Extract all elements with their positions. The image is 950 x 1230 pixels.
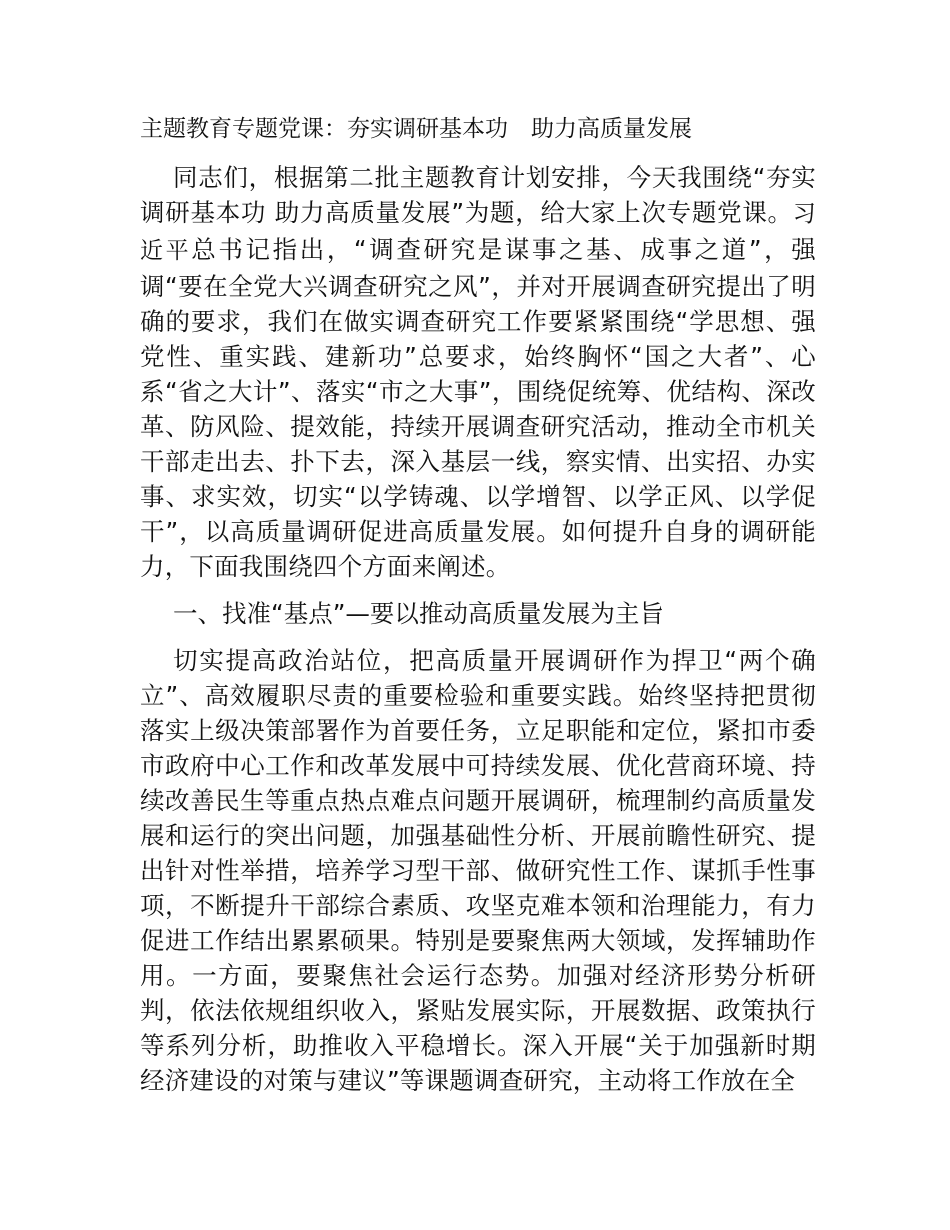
intro-paragraph-text-2: 总书记指出，“调查研究是谋事之基、成事之道”，强调“要在全党大兴调查研究之风”，并对开展调查研究提出了明确的要求，我们在做实调查研究工作要紧紧围绕“学思想、强党性、重实践、建新功”总要求，始终胸怀“国之大者”、心系“省之大计”、落实“市之大事”，围绕促统筹、优结构、深改革、防风险、提效能，持续开展调查研究活动，推动全市机关干部走出去、扑下去，深入基层一线，察实情、出实招、办实事、求实效，切实“以学铸魂、以学增智、以学正风、以学促干”，以高质量调研促进高质量发展。如何提升自身的调研能力，下面我围绕四个方面来阐述。	[140, 235, 816, 581]
section-heading-1: 一、找准“基点”—要以推动高质量发展为主旨	[173, 599, 664, 628]
section-1-paragraph: 切实提高政治站位，把高质量开展调研作为捍卫“两个确立”、高效履职尽责的重要检验和重要实践。始终坚持把贯彻落实上级决策部署作为首要任务，立足职能和定位，紧扣市委市政府中心工作和改革发展中可持续发展、优化营商环境、持续改善民生等重点热点难点问题开展调研，梳理制约高质量发展和运行的突出问题，加强基础性分析、开展前瞻性研究、提出针对性举措，培养学习型干部、做研究性工作、谋抓手性事项，不断提升干部综合素质、攻坚克难本领和治理能力，有力促进工作结出累累硕果。特别是要聚焦两大领域，发挥辅助作用。一方面，要聚焦社会运行态势。加强对经济形势分析研判，依法依规组织收入，紧贴发展实际，开展数据、政策执行等系列分析，助推收入平稳增长。深入开展“关于加强新时期经济建设的对策与建议”等课题调查研究，主动将工作放在全	[140, 646, 816, 1095]
intro-paragraph-name: 习近平	[140, 201, 816, 264]
document-title: 主题教育专题党课：夯实调研基本功 助力高质量发展	[140, 116, 692, 142]
intro-paragraph	[140, 160, 816, 580]
intro-paragraph-text-1: 同志们，根据第二批主题教育计划安排，今天我围绕“夯实调研基本功 助力高质量发展”为题，给大家上次专题党课。	[140, 163, 816, 227]
